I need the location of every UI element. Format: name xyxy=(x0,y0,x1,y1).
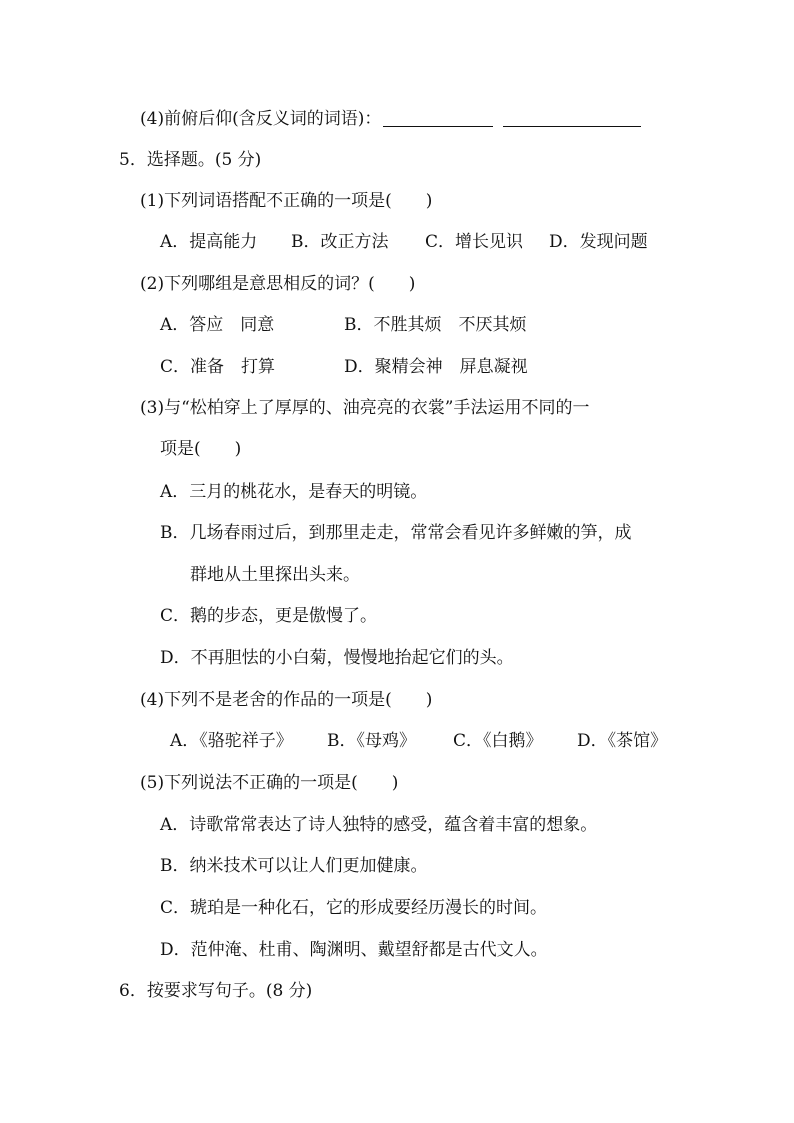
q5-sub2-option-b[interactable]: B．不胜其烦 不厌其烦 xyxy=(344,315,527,335)
q5-title: 5．选择题。(5 分) xyxy=(119,150,262,170)
q5-sub2-option-d[interactable]: D．聚精会神 屏息凝视 xyxy=(344,357,528,377)
q5-sub4-stem: (4)下列不是老舍的作品的一项是( ) xyxy=(140,690,433,710)
q5-sub1-option-b[interactable]: B．改正方法 xyxy=(291,232,389,252)
q5-sub2-option-c[interactable]: C．准备 打算 xyxy=(160,357,276,377)
q5-sub4-option-d[interactable]: D．《茶馆》 xyxy=(577,731,668,751)
q5-sub1-stem: (1)下列词语搭配不正确的一项是( ) xyxy=(140,191,433,211)
q5-sub4-option-c[interactable]: C．《白鹅》 xyxy=(453,731,543,751)
q5-sub5-option-a[interactable]: A．诗歌常常表达了诗人独特的感受，蕴含着丰富的想象。 xyxy=(160,815,598,835)
q5-sub3-option-a[interactable]: A．三月的桃花水，是春天的明镜。 xyxy=(160,482,428,502)
q5-sub4-option-b[interactable]: B．《母鸡》 xyxy=(327,731,416,751)
q5-sub3-option-d[interactable]: D．不再胆怯的小白菊，慢慢地抬起它们的头。 xyxy=(160,648,514,668)
q5-sub4-option-a[interactable]: A．《骆驼祥子》 xyxy=(170,731,293,751)
q5-sub5-option-b[interactable]: B．纳米技术可以让人们更加健康。 xyxy=(160,856,428,876)
q6-title: 6．按要求写句子。(8 分) xyxy=(119,981,313,1001)
q5-sub5-option-c[interactable]: C．琥珀是一种化石，它的形成要经历漫长的时间。 xyxy=(160,898,548,918)
q4-sub4-prefix: (4)前俯后仰(含反义词的词语)： xyxy=(140,109,382,129)
q5-sub3-stem-line1: (3)与“松柏穿上了厚厚的、油亮亮的衣裳”手法运用不同的一 xyxy=(140,398,590,418)
q5-sub3-option-c[interactable]: C．鹅的步态，更是傲慢了。 xyxy=(160,606,378,626)
answer-blank-2[interactable] xyxy=(503,125,641,127)
q4-sub4-line xyxy=(140,108,641,130)
q5-sub2-options-row1 xyxy=(160,314,527,336)
q5-sub1-option-a[interactable]: A．提高能力 xyxy=(160,232,258,252)
q5-sub1-option-d[interactable]: D．发现问题 xyxy=(549,232,648,252)
q5-sub4-options xyxy=(170,730,667,752)
q5-sub3-stem-line2: 项是( ) xyxy=(160,439,242,459)
q5-sub1-options xyxy=(160,231,648,253)
q5-sub5-option-d[interactable]: D．范仲淹、杜甫、陶渊明、戴望舒都是古代文人。 xyxy=(160,940,548,960)
q5-sub3-option-b-line1[interactable]: B．几场春雨过后，到那里走走，常常会看见许多鲜嫩的笋，成 xyxy=(160,523,632,543)
q5-sub2-options-row2 xyxy=(160,356,528,378)
q5-sub2-stem: (2)下列哪组是意思相反的词？( ) xyxy=(140,274,416,294)
q5-sub5-stem: (5)下列说法不正确的一项是( ) xyxy=(140,773,399,793)
q5-sub1-option-c[interactable]: C．增长见识 xyxy=(425,232,524,252)
q5-sub2-option-a[interactable]: A．答应 同意 xyxy=(160,315,275,335)
answer-blank-1[interactable] xyxy=(383,125,493,127)
q5-sub3-option-b-line2[interactable]: 群地从土里探出头来。 xyxy=(190,565,360,585)
